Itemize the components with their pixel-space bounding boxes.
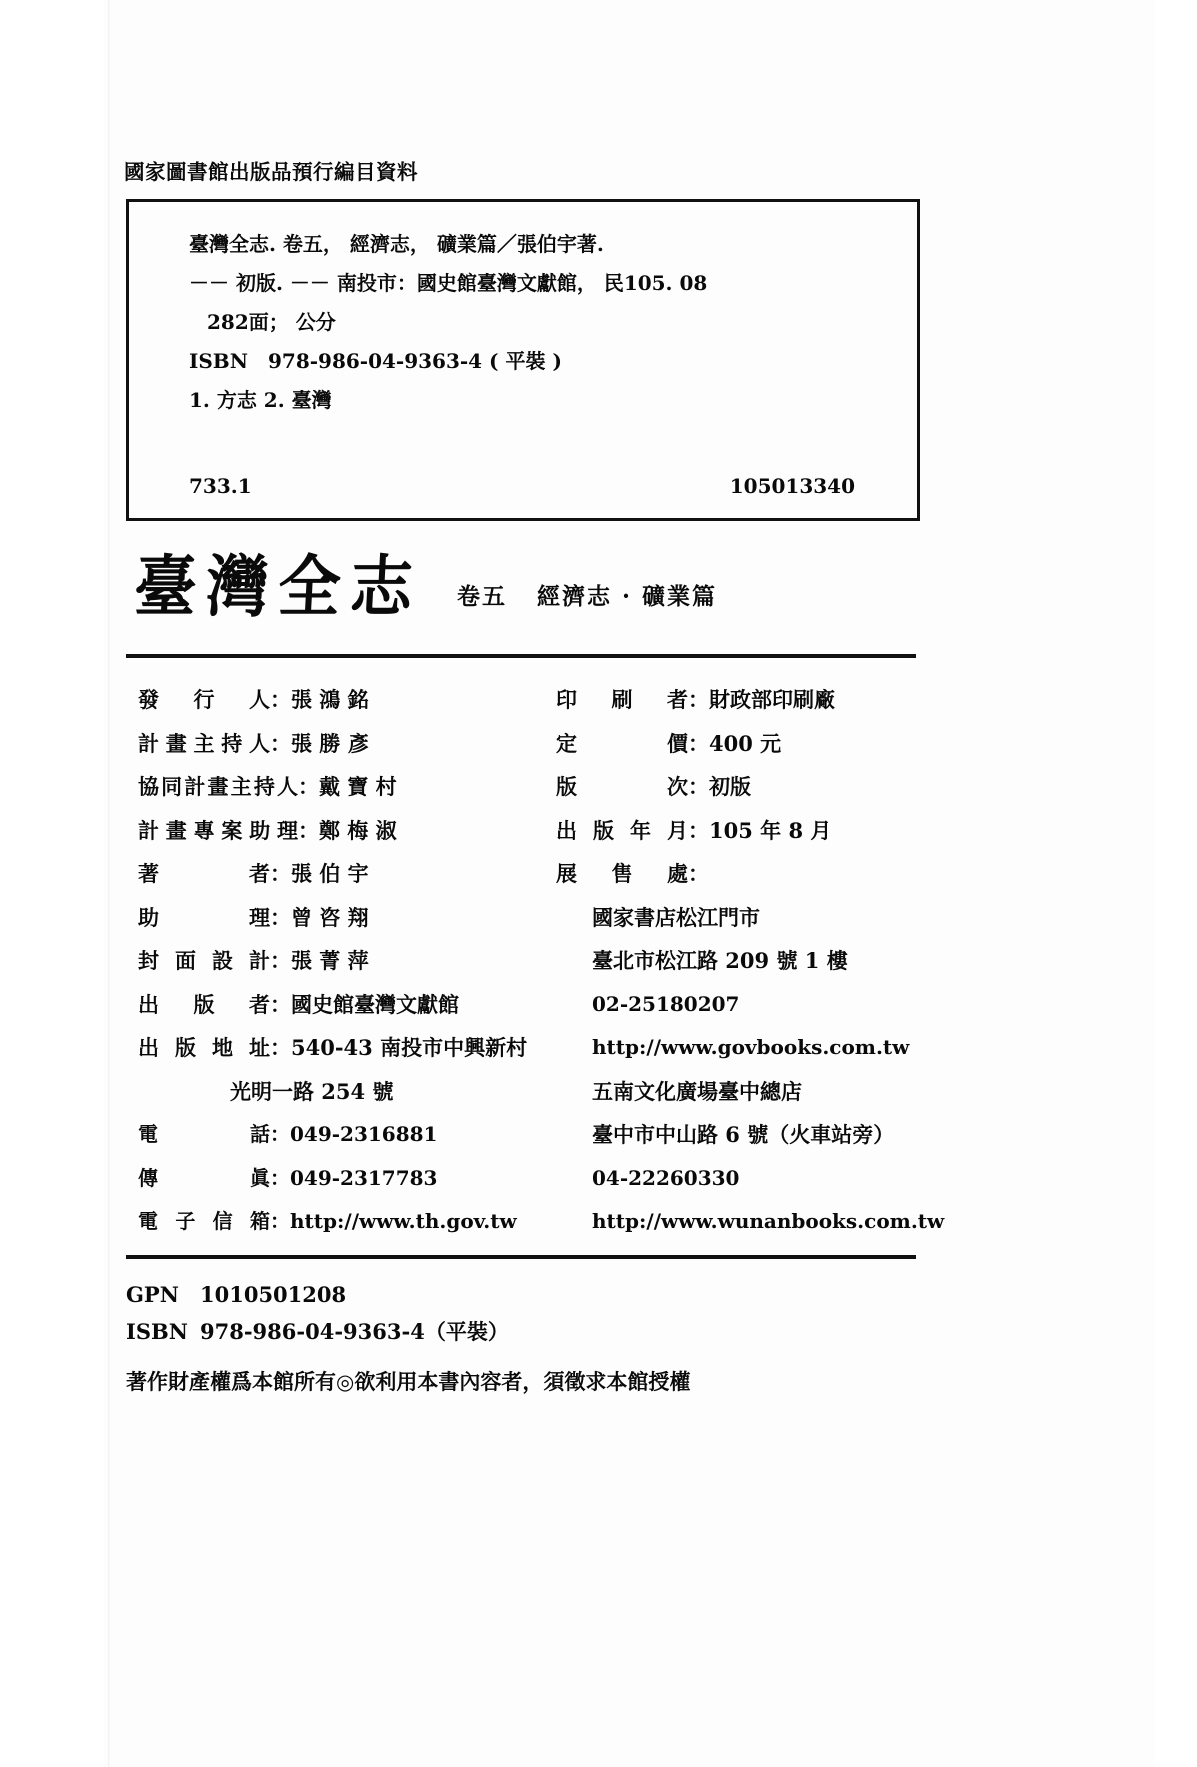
colophon-entry-value: 105 年 8 月 bbox=[709, 817, 832, 843]
copyright-notice: 著作財產權爲本館所有◎欲利用本書內容者，須徵求本館授權 bbox=[126, 1370, 691, 1394]
colophon-entry-value: 049-2316881 bbox=[290, 1122, 438, 1146]
cip-classification-number: 733.1 bbox=[189, 474, 252, 498]
colophon-entry-value: http://www.govbooks.com.tw bbox=[592, 1035, 910, 1059]
colophon-entry-label: 著 者 bbox=[138, 861, 270, 886]
colophon-entry-value: 400 元 bbox=[709, 730, 782, 756]
scan-fold-line bbox=[108, 0, 110, 1767]
colophon-entry-value: 五南文化廣場臺中總店 bbox=[592, 1078, 802, 1104]
gpn-line bbox=[126, 1276, 926, 1313]
colophon-entry-label: 計畫專案助理 bbox=[138, 817, 298, 843]
colophon-entry-label: 出 版 者 bbox=[138, 991, 270, 1017]
divider-rule-bottom bbox=[126, 1255, 916, 1259]
cip-line-isbn: ISBN 978-986-04-9363-4 ( 平裝 ) bbox=[189, 349, 562, 373]
colon-separator: ： bbox=[688, 687, 709, 712]
colon-separator: ： bbox=[270, 861, 291, 886]
section-label: 經濟志 · 礦業篇 bbox=[537, 583, 718, 610]
colophon-entry-label: 定 價 bbox=[556, 730, 688, 756]
colon-separator: ： bbox=[688, 774, 709, 799]
colophon-entry-value: 光明一路 254 號 bbox=[230, 1078, 394, 1104]
gpn-label: GPN bbox=[126, 1282, 179, 1307]
colon-separator: ： bbox=[688, 817, 709, 843]
colophon-entry-label: 協同計畫主持人 bbox=[138, 774, 298, 799]
colophon-entry-label: 電 話 bbox=[138, 1122, 270, 1146]
colon-separator: ： bbox=[298, 774, 319, 799]
colophon-entry-continuation bbox=[556, 939, 956, 983]
colophon-entry-label: 印 刷 者 bbox=[556, 687, 688, 712]
colophon-entry bbox=[138, 983, 558, 1027]
colophon-entry bbox=[138, 852, 558, 896]
colophon-entry bbox=[138, 1157, 558, 1201]
cip-footer-row bbox=[189, 474, 877, 498]
colophon-entry bbox=[138, 896, 558, 940]
colophon-entry bbox=[138, 678, 558, 722]
isbn-value: 978-986-04-9363-4（平裝） bbox=[200, 1319, 509, 1344]
colophon-entry bbox=[138, 1026, 558, 1070]
colophon-entry-value: 張 勝 彥 bbox=[291, 730, 369, 756]
cip-box bbox=[126, 199, 920, 521]
colophon-entry-continuation bbox=[556, 1026, 956, 1070]
colophon-entry bbox=[138, 939, 558, 983]
colophon-entry-value: 540-43 南投市中興新村 bbox=[291, 1035, 528, 1060]
colophon-entry-value: 049-2317783 bbox=[290, 1165, 438, 1190]
colophon-entry-value: 04-22260330 bbox=[592, 1165, 740, 1190]
colophon-entry bbox=[138, 1200, 558, 1244]
colophon-entry-value: 曾 咨 翔 bbox=[291, 904, 369, 930]
colophon-entry-value: 張 伯 宇 bbox=[291, 861, 369, 886]
colophon-entry-label: 發 行 人 bbox=[138, 687, 270, 712]
colophon-entry-continuation bbox=[556, 896, 956, 940]
colophon-entry-label: 傳 眞 bbox=[138, 1165, 270, 1190]
cip-line-title: 臺灣全志. 卷五， 經濟志， 礦業篇／張伯宇著. bbox=[189, 232, 604, 256]
colophon-entry-continuation bbox=[138, 1070, 558, 1114]
colophon-entry bbox=[556, 678, 956, 722]
colophon-entry-value: http://www.th.gov.tw bbox=[290, 1209, 517, 1233]
colophon-column-left bbox=[138, 678, 558, 1244]
colophon-entry-continuation bbox=[556, 1113, 956, 1157]
colon-separator: ： bbox=[270, 1035, 291, 1060]
divider-rule-top bbox=[126, 654, 916, 658]
colophon-entry bbox=[138, 809, 558, 853]
colophon-entry-value: 臺北市松江路 209 號 1 樓 bbox=[592, 948, 848, 973]
colophon-entry-value: 財政部印刷廠 bbox=[709, 687, 835, 712]
colophon-entry-label: 助 理 bbox=[138, 904, 270, 930]
colophon-entry-value: 戴 寶 村 bbox=[319, 774, 397, 799]
colophon-entry-label: 展 售 處 bbox=[556, 861, 688, 886]
cip-record-number: 105013340 bbox=[729, 474, 855, 498]
isbn-label: ISBN bbox=[126, 1319, 188, 1344]
colophon-entry-continuation bbox=[556, 1200, 956, 1244]
colophon-entry-value: 國家書店松江門市 bbox=[592, 904, 760, 930]
colon-separator: ： bbox=[270, 948, 291, 973]
colon-separator: ： bbox=[270, 1122, 290, 1146]
colon-separator: ： bbox=[270, 730, 291, 756]
book-subtitle bbox=[457, 578, 717, 611]
colophon-entry-value: 初版 bbox=[709, 774, 751, 799]
cip-line-imprint: －－ 初版. －－ 南投市：國史館臺灣文獻館， 民105. 08 bbox=[189, 271, 708, 295]
colophon-entry bbox=[138, 722, 558, 766]
colophon-entry-label: 版 次 bbox=[556, 774, 688, 799]
colon-separator: ： bbox=[270, 687, 291, 712]
colon-separator: ： bbox=[270, 1209, 290, 1233]
book-title-row bbox=[132, 548, 932, 644]
colophon-entry-value: 張 鴻 銘 bbox=[291, 687, 369, 712]
colophon-entry-label: 封 面 設 計 bbox=[138, 948, 270, 973]
colophon-entry-value: 02-25180207 bbox=[592, 991, 740, 1016]
colophon-entry-value: 臺中市中山路 6 號（火車站旁） bbox=[592, 1122, 895, 1147]
colophon-entry-value: 張 菁 萍 bbox=[291, 948, 369, 973]
colophon-column-right bbox=[556, 678, 956, 1244]
colophon-entry-label: 計畫主持人 bbox=[138, 730, 270, 756]
cip-lines bbox=[189, 225, 889, 420]
colon-separator: ： bbox=[688, 730, 709, 756]
colophon-entry bbox=[138, 765, 558, 809]
colon-separator: ： bbox=[298, 817, 319, 843]
colophon-block bbox=[126, 678, 945, 1248]
colon-separator: ： bbox=[270, 904, 291, 930]
scan-margin-left bbox=[0, 0, 104, 1767]
colophon-entry-label: 出 版 地 址 bbox=[138, 1035, 270, 1060]
colophon-entry-value: http://www.wunanbooks.com.tw bbox=[592, 1209, 945, 1233]
footer-block bbox=[126, 1276, 926, 1406]
colophon-entry-label: 出 版 年 月 bbox=[556, 817, 688, 843]
colophon-entry-label: 電 子 信 箱 bbox=[138, 1209, 270, 1233]
colophon-entry-value: 國史館臺灣文獻館 bbox=[291, 991, 459, 1017]
volume-label: 卷五 bbox=[457, 583, 507, 610]
colon-separator: ： bbox=[270, 1165, 290, 1190]
colophon-entry bbox=[556, 809, 956, 853]
book-title-calligraphy: 臺灣全志 bbox=[132, 547, 425, 627]
colon-separator: ： bbox=[688, 861, 709, 886]
cip-line-extent: 282面； 公分 bbox=[207, 310, 336, 334]
scan-margin-right bbox=[1155, 0, 1197, 1767]
colophon-entry bbox=[556, 852, 956, 896]
isbn-line bbox=[126, 1313, 926, 1350]
cip-heading: 國家圖書館出版品預行編目資料 bbox=[124, 160, 418, 184]
colophon-entry-value: 鄭 梅 淑 bbox=[319, 817, 397, 843]
colophon-entry bbox=[138, 1113, 558, 1157]
colophon-entry-continuation bbox=[556, 1157, 956, 1201]
colophon-entry-continuation bbox=[556, 983, 956, 1027]
colon-separator: ： bbox=[270, 991, 291, 1017]
colophon-entry bbox=[556, 765, 956, 809]
cip-line-subjects: 1. 方志 2. 臺灣 bbox=[189, 388, 332, 412]
gpn-value: 1010501208 bbox=[200, 1282, 347, 1307]
colophon-entry-continuation bbox=[556, 1070, 956, 1114]
colophon-entry bbox=[556, 722, 956, 766]
